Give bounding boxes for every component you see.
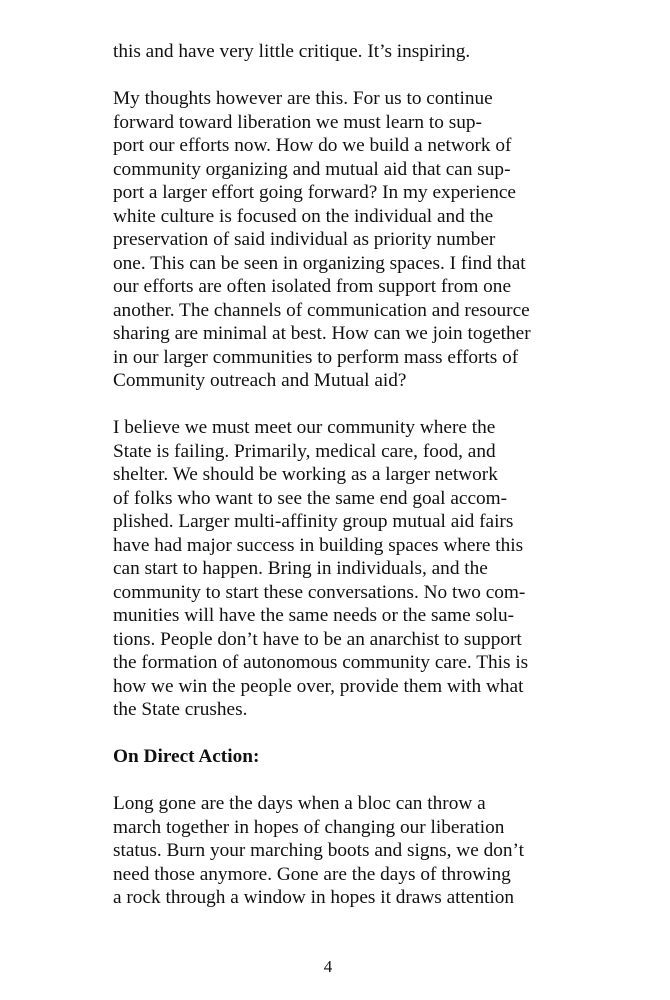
text-line: State is failing. Primarily, medical care, food, and [113, 440, 496, 462]
text-line: preservation of said individual as priority number [113, 229, 496, 250]
text-line: I believe we must meet our community where the [113, 417, 496, 438]
text-line: in our larger communities to perform mass efforts of [113, 346, 519, 368]
text-line: Community outreach and Mutual aid? [113, 370, 407, 391]
body-text-before [113, 40, 658, 722]
text-line: march together in hopes of changing our liberation [113, 816, 505, 838]
text-line: My thoughts however are this. For us to continue [113, 88, 493, 109]
paragraph [113, 40, 658, 64]
paragraph [113, 87, 658, 393]
text-line: need those anymore. Gone are the days of throwing [113, 863, 511, 885]
text-line: tions. People don’t have to be an anarchist to support [113, 628, 522, 650]
text-line: white culture is focused on the individual and the [113, 205, 494, 227]
text-line: plished. Larger multi-affinity group mutual aid fairs [113, 511, 514, 532]
text-line: of folks who want to see the same end goal accom- [113, 487, 508, 509]
section-heading: On Direct Action: [113, 746, 260, 767]
text-line: sharing are minimal at best. How can we join together [113, 323, 531, 344]
page-number: 4 [323, 957, 333, 976]
paragraph [113, 416, 658, 722]
text-line: have had major success in building spaces where this [113, 534, 524, 556]
text-line: port a larger effort going forward? In my experience [113, 182, 516, 203]
body-text-after [113, 792, 658, 910]
paragraph [113, 792, 658, 910]
document-page [113, 40, 658, 933]
text-line: munities will have the same needs or the same solu- [113, 605, 515, 626]
text-line: port our efforts now. How do we build a network of [113, 135, 512, 156]
text-line: another. The channels of communication and resource [113, 299, 530, 321]
text-line: the formation of autonomous community care. This is [113, 652, 529, 673]
text-line: our efforts are often isolated from support from one [113, 276, 512, 297]
text-line: the State crushes. [113, 699, 248, 720]
text-line: community organizing and mutual aid that can sup- [113, 158, 511, 180]
text-line: forward toward liberation we must learn to sup- [113, 111, 482, 133]
text-line: this and have very little critique. It’s inspiring. [113, 41, 471, 62]
text-line: Long gone are the days when a bloc can throw a [113, 793, 486, 814]
text-line: how we win the people over, provide them with what [113, 675, 524, 697]
text-line: community to start these conversations. No two com- [113, 581, 526, 603]
text-line: shelter. We should be working as a larger network [113, 464, 498, 485]
text-line: one. This can be seen in organizing spaces. I find that [113, 252, 526, 274]
text-line: a rock through a window in hopes it draws attention [113, 887, 515, 908]
text-line: status. Burn your marching boots and signs, we don’t [113, 840, 524, 861]
text-line: can start to happen. Bring in individuals, and the [113, 558, 488, 579]
